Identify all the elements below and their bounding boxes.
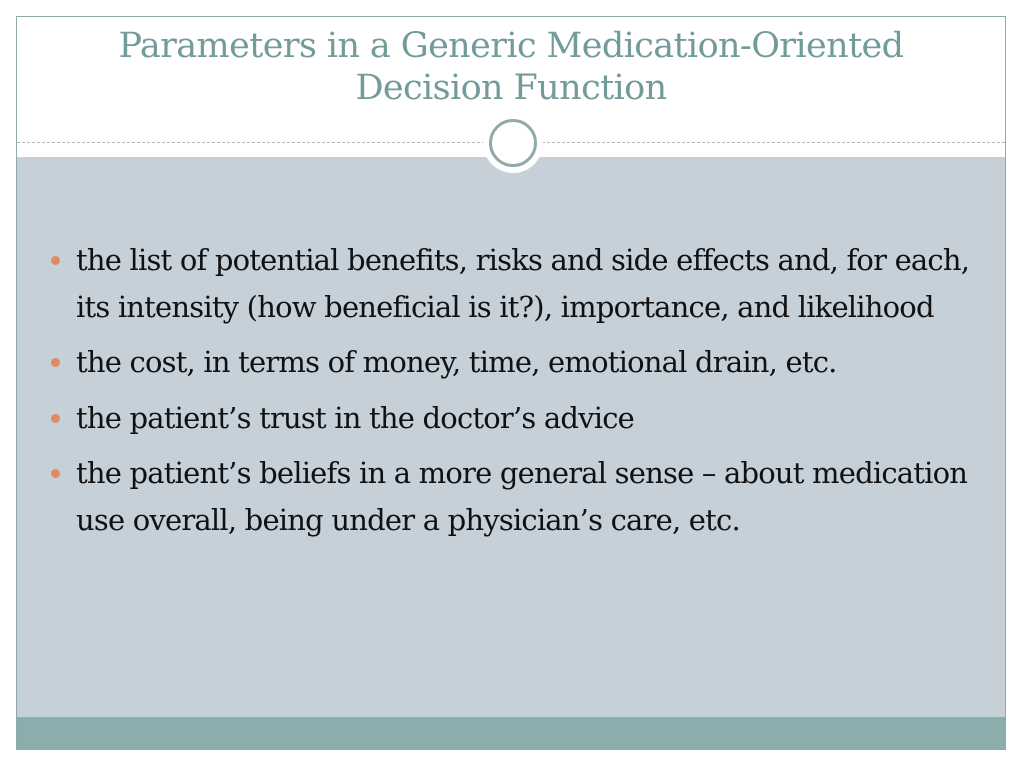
title-line-1: Parameters in a Generic Medication-Oriented: [118, 26, 904, 66]
decorative-circle-icon: [489, 119, 537, 167]
title-line-2: Decision Function: [355, 68, 667, 108]
bullet-item: [51, 395, 971, 442]
bullet-dot-icon: [51, 358, 60, 367]
bullet-item: [51, 237, 971, 330]
bullet-list: [51, 237, 971, 552]
slide-title: [17, 17, 1005, 109]
bullet-text: the cost, in terms of money, time, emotional drain, etc.: [76, 345, 837, 379]
bullet-item: [51, 339, 971, 386]
bullet-text: the patient’s trust in the doctor’s advice: [76, 400, 635, 435]
bullet-text: the patient’s beliefs in a more general sense – about medication use overall, being under a physician’s care, etc.: [76, 456, 968, 537]
bullet-text: the list of potential benefits, risks and side effects and, for each, its intensity (how beneficial is it?), importance, and likelihood: [76, 243, 970, 324]
bullet-dot-icon: [51, 469, 60, 478]
bullet-item: [51, 450, 971, 543]
bullet-dot-icon: [51, 414, 60, 423]
slide: [16, 16, 1006, 750]
bullet-dot-icon: [51, 256, 60, 265]
footer-bar: [17, 717, 1005, 750]
